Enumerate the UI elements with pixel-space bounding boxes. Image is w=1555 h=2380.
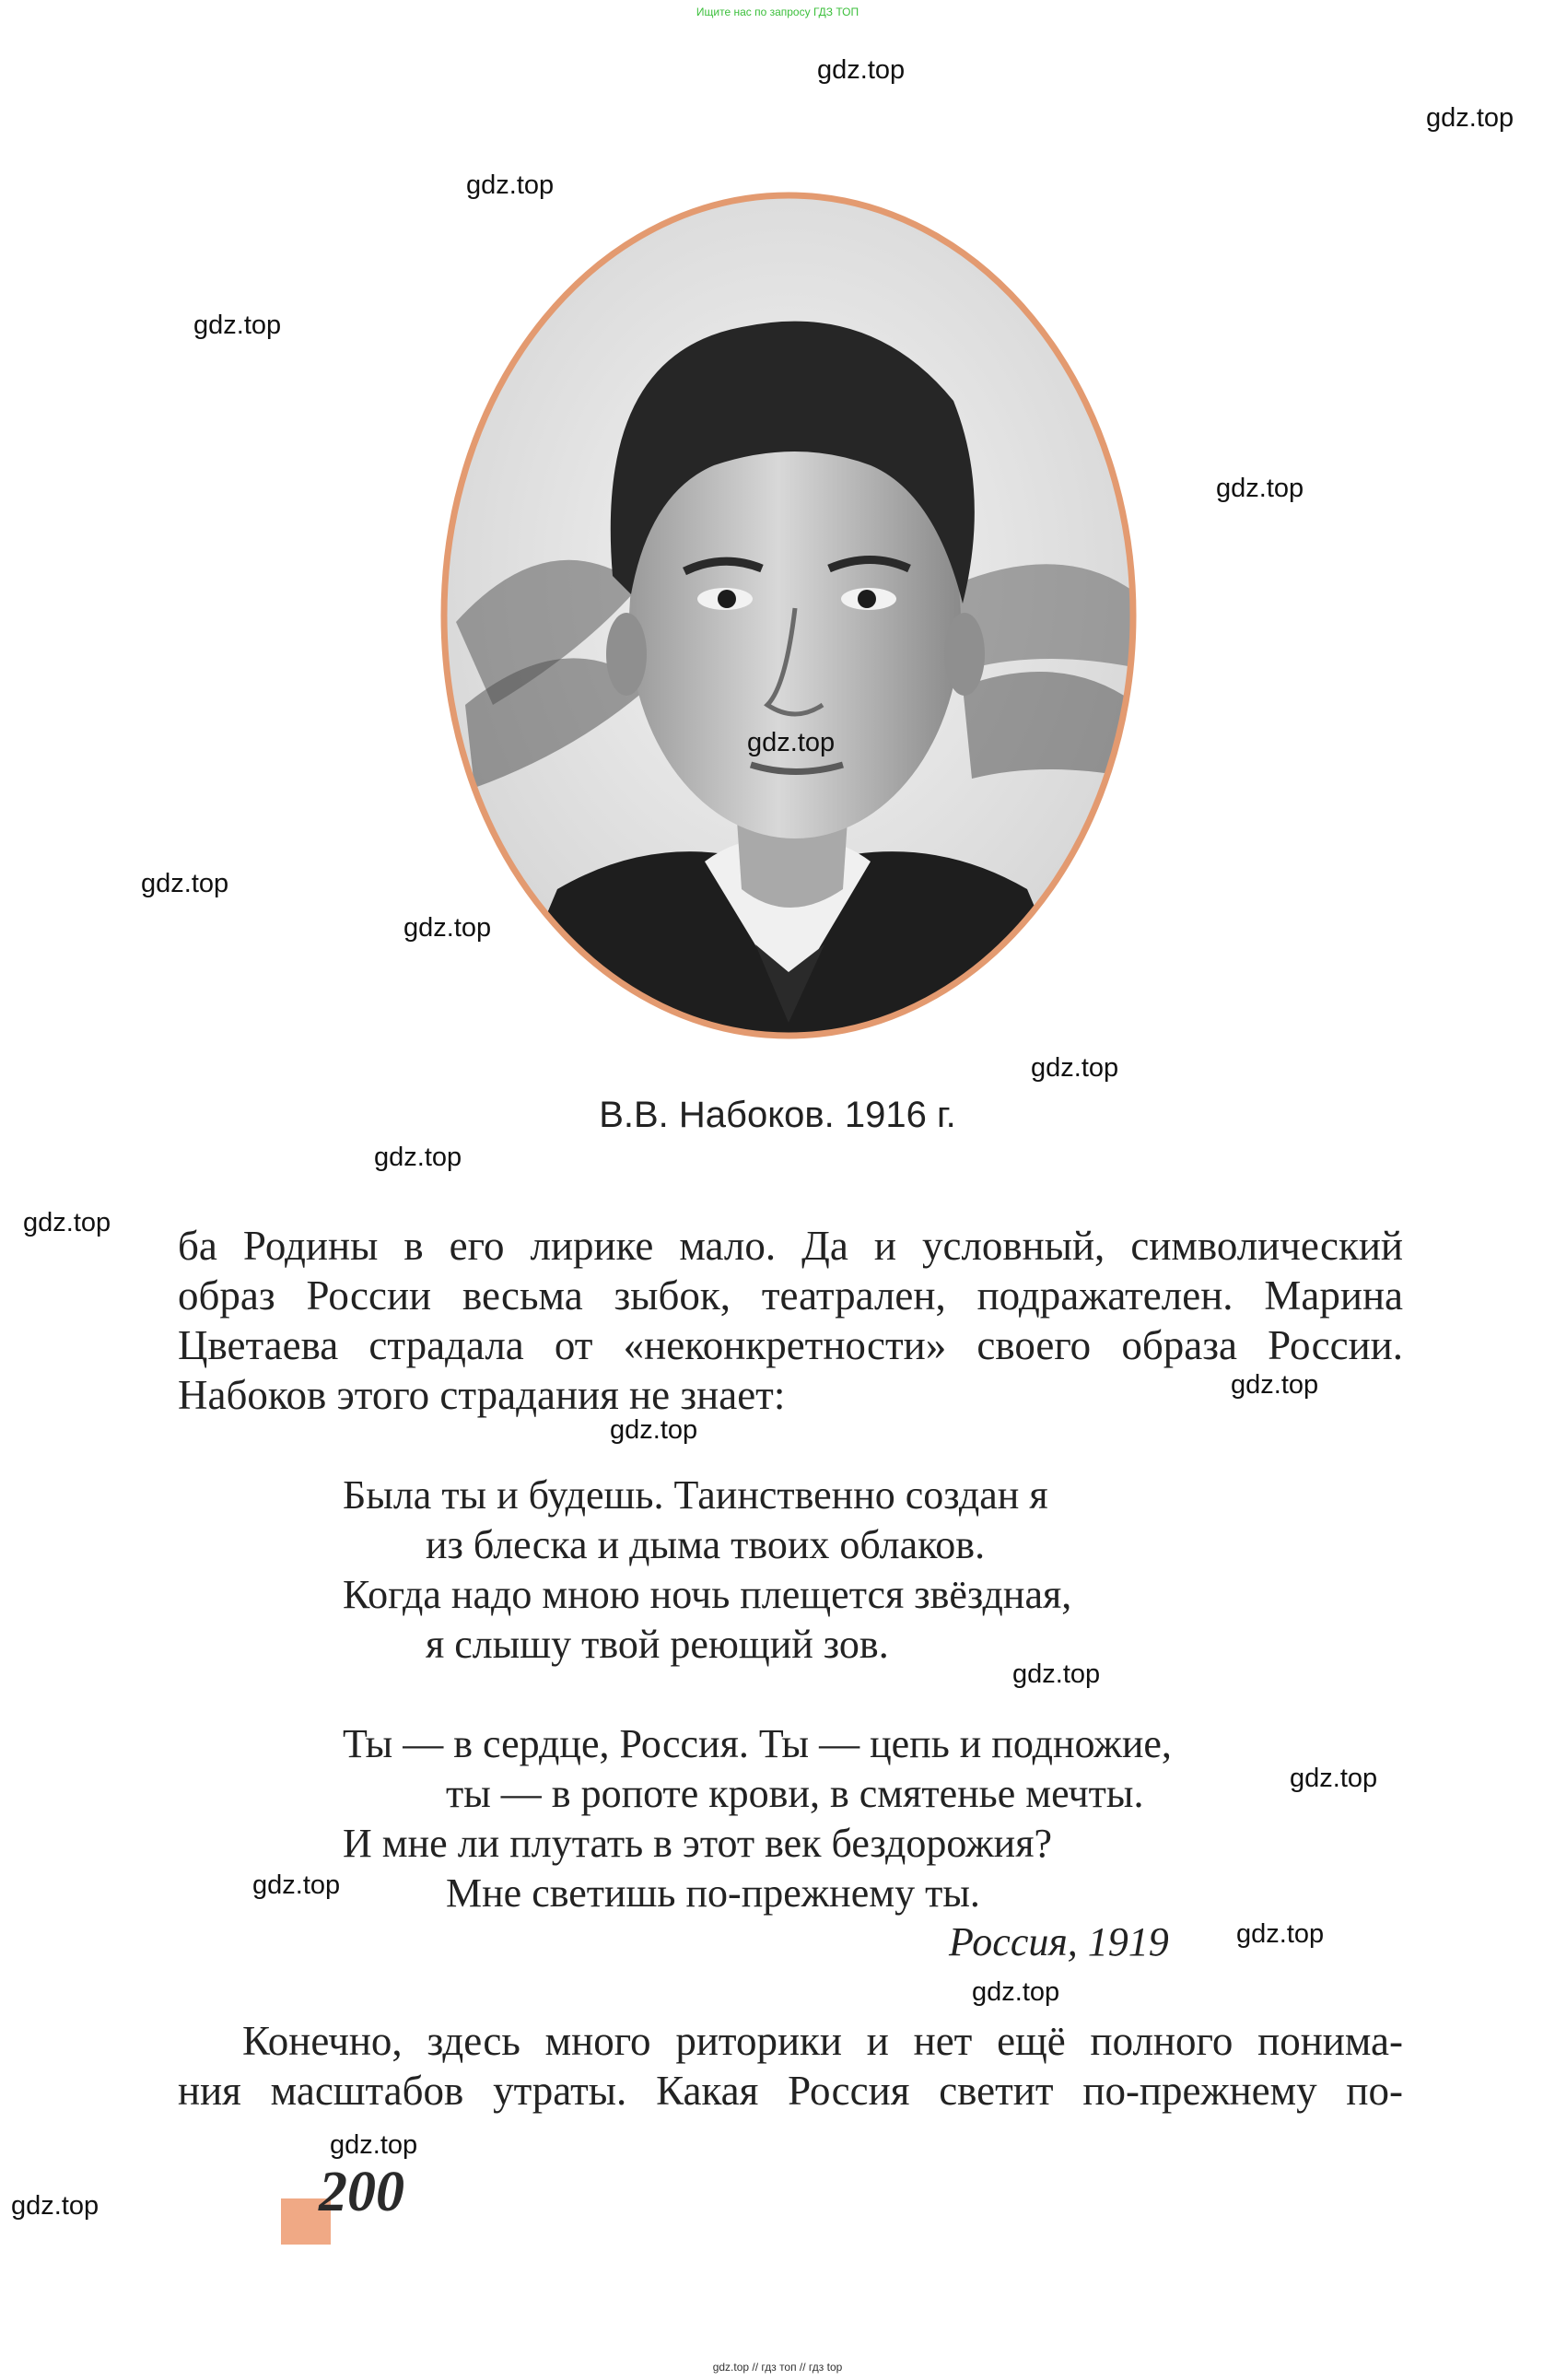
portrait-photo-icon [438,189,1140,1042]
watermark: gdz.top [610,1415,698,1445]
prose-line: Набоков этого страдания не знает: [178,1372,786,1418]
watermark: gdz.top [1290,1764,1378,1793]
figure-caption: В.В. Набоков. 1916 г. [599,1095,956,1135]
header-note: Ищите нас по запросу ГДЗ ТОП [696,6,859,18]
poem-signature: Россия, 1919 [949,1919,1169,1964]
watermark: gdz.top [817,55,906,85]
watermark: gdz.top [972,1977,1060,2007]
watermark: gdz.top [193,311,282,340]
watermark: gdz.top [141,869,229,898]
watermark: gdz.top [466,170,555,200]
watermark: gdz.top [403,913,492,943]
poem-line: из блеска и дыма твоих облаков. [426,1522,986,1567]
watermark: gdz.top [11,2191,99,2221]
prose-line: ба Родины в его лирике мало. Да и условный, символический [178,1223,1403,1269]
page-number: 200 [319,2161,404,2223]
prose-line: Конечно, здесь много риторики и нет ещё полного понима- [242,2018,1403,2064]
prose-line: ния масштабов утраты. Какая Россия светит по-прежнему по- [178,2068,1403,2114]
watermark: gdz.top [1012,1659,1101,1689]
footer-note: gdz.top // гдз топ // гдз top [712,2361,843,2374]
watermark: gdz.top [330,2130,418,2160]
watermark: gdz.top [1236,1919,1325,1949]
prose-line: Цветаева страдала от «неконкретности» своего образа России. [178,1322,1403,1368]
watermark: gdz.top [23,1208,111,1237]
poem-line: Когда надо мною ночь плещется звёздная, [343,1572,1072,1617]
watermark: gdz.top [1031,1053,1119,1083]
poem-line: Ты — в сердце, Россия. Ты — цепь и подножие, [343,1721,1172,1766]
poem-line: ты — в ропоте крови, в смятенье мечты. [446,1771,1144,1816]
poem-line: Мне светишь по-прежнему ты. [446,1870,980,1916]
poem-line: Была ты и будешь. Таинственно создан я [343,1472,1048,1518]
watermark: gdz.top [1216,474,1304,503]
poem-line: я слышу твой реющий зов. [426,1622,889,1667]
watermark: gdz.top [1426,103,1514,133]
watermark: gdz.top [252,1870,341,1900]
prose-line: образ России весьма зыбок, театрален, подражателен. Марина [178,1272,1403,1319]
watermark: gdz.top [747,728,836,757]
watermark: gdz.top [1231,1370,1319,1400]
watermark: gdz.top [374,1143,462,1172]
poem-line: И мне ли плутать в этот век бездорожия? [343,1821,1052,1866]
